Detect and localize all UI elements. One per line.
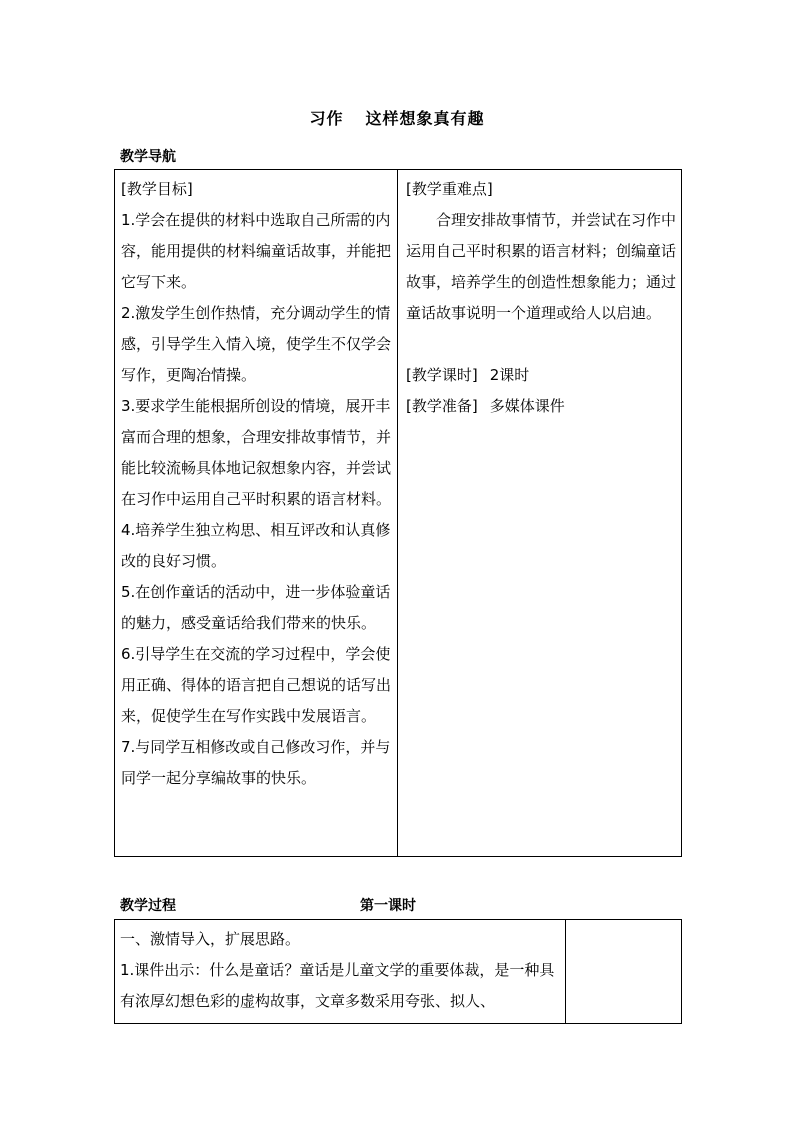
goal-item-2: 2.激发学生创作热情，充分调动学生的情感，引导学生入情入境，使学生不仅学会写作，更陶冶情操。: [121, 304, 392, 384]
lesson-hours-label: [教学课时]: [406, 366, 478, 384]
goal-item-6: 6.引导学生在交流的学习过程中，学会使用正确、得体的语言把自己想说的话写出来，促使学生在写作实践中发展语言。: [121, 645, 392, 725]
lesson-hours-value: 2课时: [489, 366, 530, 384]
process-main-cell: [115, 920, 566, 1024]
key-points-header: [教学重难点]: [406, 180, 493, 198]
nav-table: [114, 169, 682, 857]
lesson-heading: 第一课时: [360, 898, 416, 914]
goals-header: [教学目标]: [121, 180, 193, 198]
prep-value: 多媒体课件: [489, 397, 565, 415]
goal-item-5: 5.在创作童话的活动中，进一步体验童话的魅力，感受童话给我们带来的快乐。: [121, 583, 391, 632]
goals-cell: [115, 170, 398, 857]
process-notes-cell: [566, 920, 682, 1024]
title-part2: 这样想象真有趣: [365, 109, 485, 128]
lesson-hours-row: [406, 360, 676, 391]
nav-section-label: 教学导航: [120, 149, 176, 165]
process-table: [114, 919, 682, 1024]
page-title: [0, 106, 794, 129]
goal-item-3: 3.要求学生能根据所创设的情境，展开丰富而合理的想象，合理安排故事情节，并能比较流畅具体地记叙想象内容，并尝试在习作中运用自己平时积累的语言材料。: [121, 397, 392, 508]
process-line-1: 一、激情导入，扩展思路。: [120, 930, 301, 948]
goal-item-1: 1.学会在提供的材料中选取自己所需的内容，能用提供的材料编童话故事，并能把它写下来。: [121, 211, 392, 291]
key-points-cell: [398, 170, 682, 857]
prep-label: [教学准备]: [406, 397, 478, 415]
process-section-label: 教学过程: [120, 898, 176, 914]
goal-item-7: 7.与同学互相修改或自己修改习作，并与同学一起分享编故事的快乐。: [121, 738, 391, 787]
key-points-body: 合理安排故事情节，并尝试在习作中运用自己平时积累的语言材料；创编童话故事，培养学生的创造性想象能力；通过童话故事说明一个道理或给人以启迪。: [406, 211, 677, 322]
goal-item-4: 4.培养学生独立构思、相互评改和认真修改的良好习惯。: [121, 521, 391, 570]
title-part1: 习作: [309, 109, 344, 128]
prep-row: [406, 391, 676, 422]
process-line-2: 1.课件出示：什么是童话？童话是儿童文学的重要体裁，是一种具有浓厚幻想色彩的虚构故事，文章多数采用夸张、拟人、: [120, 961, 555, 1010]
